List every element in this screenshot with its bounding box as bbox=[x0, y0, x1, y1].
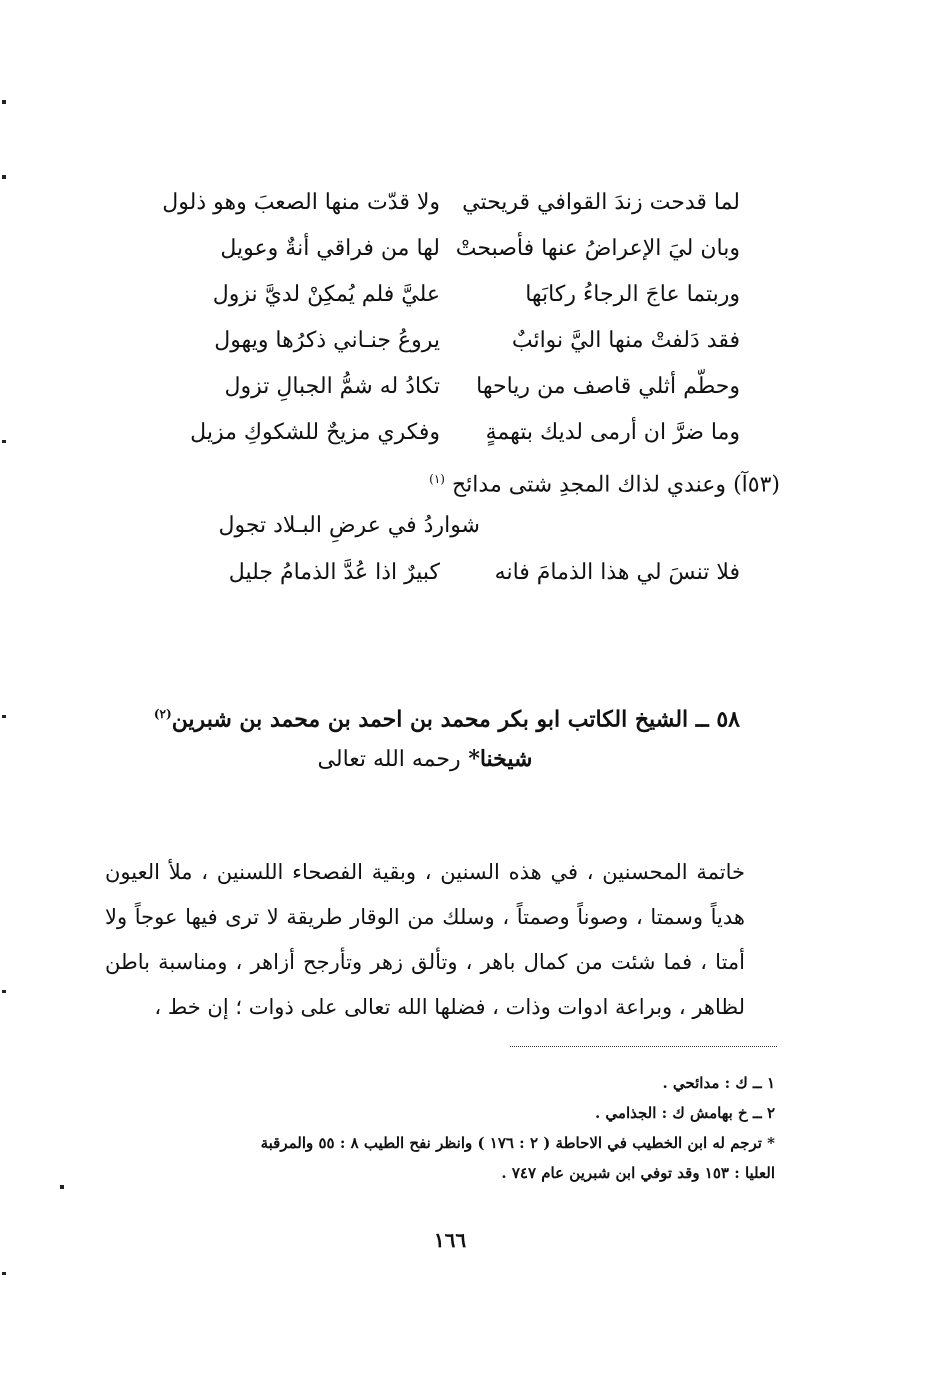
footnote: ١ ــ ك : مدائحي . bbox=[662, 1074, 775, 1092]
poem-verse bbox=[140, 550, 780, 596]
footnotes bbox=[105, 1068, 775, 1188]
verse-second-hemistich: شواردُ في عرضِ البـلاد تجول bbox=[218, 513, 480, 538]
margin-speck bbox=[2, 175, 6, 179]
verse-first-hemistich: وما ضرَّ ان أرمى لديك بتهمةٍ bbox=[485, 420, 740, 445]
poem bbox=[140, 180, 780, 596]
footnote: ٢ ــ خ بهامش ك : الجذامي . bbox=[594, 1104, 775, 1122]
verse-second-hemistich: كبيرٌ اذا عُدَّ الذمامُ جليل bbox=[228, 560, 440, 585]
verse-first-hemistich: وبان ليَ الإعراضُ عنها فأصبحتْ bbox=[455, 236, 740, 261]
poem-verse bbox=[140, 318, 780, 364]
verse-second-hemistich: وفكري مزيحٌ للشكوكِ مزيل bbox=[190, 420, 440, 445]
margin-speck bbox=[60, 1185, 64, 1189]
margin-speck bbox=[2, 990, 6, 993]
poem-verse-with-marker bbox=[140, 456, 780, 502]
verse-first-hemistich: فقد دَلفتْ منها اليَّ نوائبٌ bbox=[511, 328, 740, 353]
margin-speck bbox=[2, 100, 6, 104]
footnote: العليا : ١٥٣ وقد توفي ابن شبرين عام ٧٤٧ . bbox=[501, 1164, 775, 1182]
footnote: * ترجم له ابن الخطيب في الاحاطة ( ٢ : ١٧٦ ) وانظر نفح الطيب ٨ : ٥٥ والمرقبة bbox=[260, 1134, 775, 1152]
verse-second-hemistich: ولا قدّت منها الصعبَ وهو ذلول bbox=[162, 190, 440, 215]
entry-heading bbox=[150, 694, 740, 780]
footnote-ref: (١) bbox=[429, 472, 445, 486]
footnote-divider bbox=[510, 1046, 777, 1047]
heading-subtitle: رحمه الله تعالى bbox=[317, 747, 461, 773]
footnote-ref: (٢) bbox=[153, 707, 172, 721]
poem-verse bbox=[140, 272, 780, 318]
poem-verse bbox=[140, 364, 780, 410]
heading-subtitle-bold: شيخنا bbox=[479, 746, 533, 773]
verse-second-hemistich: لها من فراقي أنةٌ وعويل bbox=[220, 236, 440, 261]
prose-paragraph: خاتمة المحسنين ، في هذه السنين ، وبقية الفصحاء اللسنين ، ملأ العيون هدياً وسمتا ، وصوناً وصمتاً ، وسلك من الوقار طريقة لا ترى فيها عوجاً ولا أمتا ، فما شئت من كمال باهر ، وتألق زهر وتأرجح أزاهر ، ومناسبة باطن لظاهر ، وبراعة ادوات وذات ، فضلها الله تعالى على ذوات ؛ إن خط ، bbox=[105, 860, 745, 1019]
margin-speck bbox=[2, 715, 6, 718]
poem-verse bbox=[140, 226, 780, 272]
margin-speck bbox=[2, 1272, 6, 1275]
poem-verse bbox=[140, 410, 780, 456]
heading-line-1 bbox=[150, 694, 740, 739]
verse-first-hemistich: فلا تنسَ لي هذا الذمامَ فانه bbox=[494, 560, 740, 585]
page-number: ١٦٦ bbox=[433, 1228, 467, 1252]
verse-first-hemistich: وحطّم أثلي قاصف من رياحها bbox=[476, 374, 740, 399]
verse-second-hemistich: عليَّ فلم يُمكِنْ لديَّ نزول bbox=[212, 282, 440, 307]
verse-first-hemistich: وعندي لذاك المجدِ شتى مدائح bbox=[451, 472, 727, 498]
verse-second-hemistich: يروعُ جنـاني ذكرُها ويهول bbox=[214, 328, 440, 353]
poem-verse-continuation bbox=[140, 502, 780, 550]
verse-first-hemistich: لما قدحت زندَ القوافي قريحتي bbox=[462, 190, 740, 215]
poem-verse bbox=[140, 180, 780, 226]
folio-marker: (٥٣آ) bbox=[733, 472, 780, 498]
heading-line-2 bbox=[150, 739, 740, 780]
marker-line bbox=[429, 456, 780, 508]
heading-title: ٥٨ ــ الشيخ الكاتب ابو بكر محمد بن احمد بن محمد بن شبرين bbox=[171, 706, 740, 733]
verse-second-hemistich: تكادُ له شمُّ الجبالِ تزول bbox=[224, 374, 440, 399]
margin-speck bbox=[2, 440, 6, 443]
star-marker: * bbox=[468, 746, 480, 773]
verse-first-hemistich: وربتما عاجَ الرجاءُ ركابَها bbox=[525, 282, 740, 307]
